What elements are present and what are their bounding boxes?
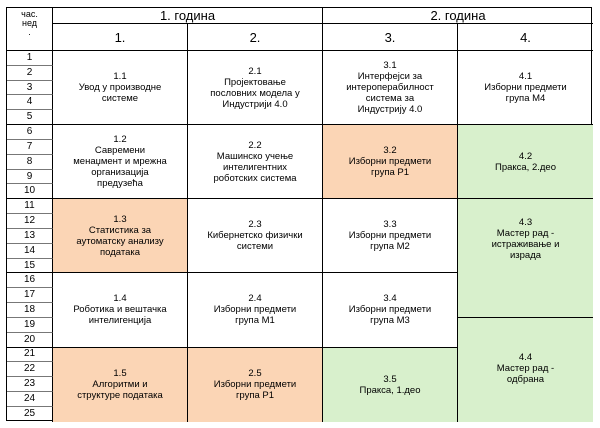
week-number: 1	[7, 51, 53, 66]
subject-cell-2-4	[188, 273, 323, 347]
week-number: 23	[7, 377, 53, 392]
week-number: 12	[7, 214, 53, 229]
week-number: 18	[7, 303, 53, 318]
week-number: 25	[7, 407, 53, 422]
subject-cell-2-3	[188, 199, 323, 273]
subject-cell-3-3	[323, 199, 458, 273]
subject-title: Кибернетско физички системи	[207, 230, 303, 253]
subject-cell-1-2	[53, 125, 188, 199]
week-number: 5	[7, 110, 53, 125]
week-number: 7	[7, 140, 53, 155]
subject-title: Пракса, 2.део	[494, 161, 556, 173]
subject-cell-1-1	[53, 51, 188, 125]
subject-cell-2-5	[188, 348, 323, 422]
week-number: 9	[7, 170, 53, 185]
subject-code: 1.4	[113, 293, 127, 305]
subject-code: 1.2	[113, 134, 127, 146]
subject-code: 4.2	[518, 150, 533, 162]
semester-3-header: 3.	[323, 24, 458, 51]
subject-cell-2-1	[188, 51, 323, 125]
week-number: 11	[7, 199, 53, 214]
subject-title: Изборни предмети група М1	[213, 304, 297, 327]
subject-cell-3-2	[323, 125, 458, 199]
subject-code: 3.3	[383, 219, 397, 231]
subject-title: Пракса, 1.део	[359, 384, 421, 396]
week-number: 3	[7, 81, 53, 96]
week-number: 20	[7, 333, 53, 348]
subject-title: Увод у производне системе	[78, 82, 162, 105]
subject-cell-4-4	[458, 318, 593, 422]
subject-title: Алгоритми и структуре података	[77, 379, 163, 402]
subject-code: 3.5	[383, 373, 397, 385]
subject-code: 4.3	[518, 217, 533, 229]
subject-cell-3-1	[323, 51, 458, 125]
week-number: 15	[7, 259, 53, 274]
subject-cell-4-1	[458, 51, 593, 125]
subject-title: Пројектовање пословних модела у Индустрији 4.0	[210, 76, 300, 110]
weeks-header-corner	[7, 8, 53, 51]
subject-title: Машинско учење интелигентних роботских система	[213, 150, 297, 184]
subject-title: Изборни предмети група М2	[348, 230, 432, 253]
subject-code: 2.5	[248, 368, 262, 380]
year-2-header: 2. година	[323, 8, 593, 24]
subject-cell-4-2	[458, 125, 593, 199]
week-number: 10	[7, 184, 53, 199]
week-number: 8	[7, 155, 53, 170]
week-number: 24	[7, 392, 53, 407]
subject-code: 3.1	[383, 60, 397, 72]
subject-code: 2.2	[248, 139, 262, 151]
subject-title: Интерфејси за интероперабилност система за Индустрију 4.0	[346, 71, 434, 116]
subject-title: Мастер рад - одбрана	[496, 362, 555, 385]
week-number: 2	[7, 66, 53, 81]
subject-code: 2.1	[248, 65, 262, 77]
subject-code: 1.5	[113, 368, 127, 380]
subject-title: Статистика за аутоматску анализу података	[76, 224, 164, 258]
curriculum-schedule-table	[6, 7, 592, 421]
subject-cell-1-5	[53, 348, 188, 422]
subject-cell-3-5	[323, 348, 458, 422]
subject-code: 1.3	[113, 213, 127, 225]
week-number: 22	[7, 362, 53, 377]
week-number: 21	[7, 348, 53, 363]
year-1-header: 1. година	[53, 8, 323, 24]
subject-title: Изборни предмети група Р1	[348, 156, 432, 179]
subject-title: Савремени менаџмент и мрежна организација предузећа	[73, 145, 167, 190]
subject-cell-3-4	[323, 273, 458, 347]
subject-cell-1-4	[53, 273, 188, 347]
week-number: 6	[7, 125, 53, 140]
semester-4-header: 4.	[458, 24, 593, 51]
week-number: 17	[7, 288, 53, 303]
week-number: 16	[7, 273, 53, 288]
subject-title: Изборни предмети група Р1	[213, 379, 297, 402]
subject-title: Изборни предмети група М4	[484, 82, 567, 105]
subject-title: Роботика и вештачка интелигенција	[73, 304, 167, 327]
subject-cell-2-2	[188, 125, 323, 199]
subject-title: Изборни предмети група М3	[348, 304, 432, 327]
subject-code: 2.4	[248, 293, 262, 305]
semester-2-header: 2.	[188, 24, 323, 51]
subject-code: 4.1	[518, 71, 533, 83]
week-number: 14	[7, 244, 53, 259]
semester-1-header: 1.	[53, 24, 188, 51]
subject-code: 3.2	[383, 145, 397, 157]
subject-cell-4-3	[458, 199, 593, 318]
week-number: 19	[7, 318, 53, 333]
week-number: 13	[7, 229, 53, 244]
subject-cell-1-3	[53, 199, 188, 273]
subject-code: 4.4	[518, 351, 533, 363]
subject-code: 2.3	[248, 219, 262, 231]
weeks-header-label: час. нед .	[21, 9, 38, 37]
subject-code: 3.4	[383, 293, 397, 305]
subject-title: Мастер рад - истраживање и израда	[491, 228, 560, 262]
subject-code: 1.1	[113, 71, 127, 83]
week-number: 4	[7, 95, 53, 110]
